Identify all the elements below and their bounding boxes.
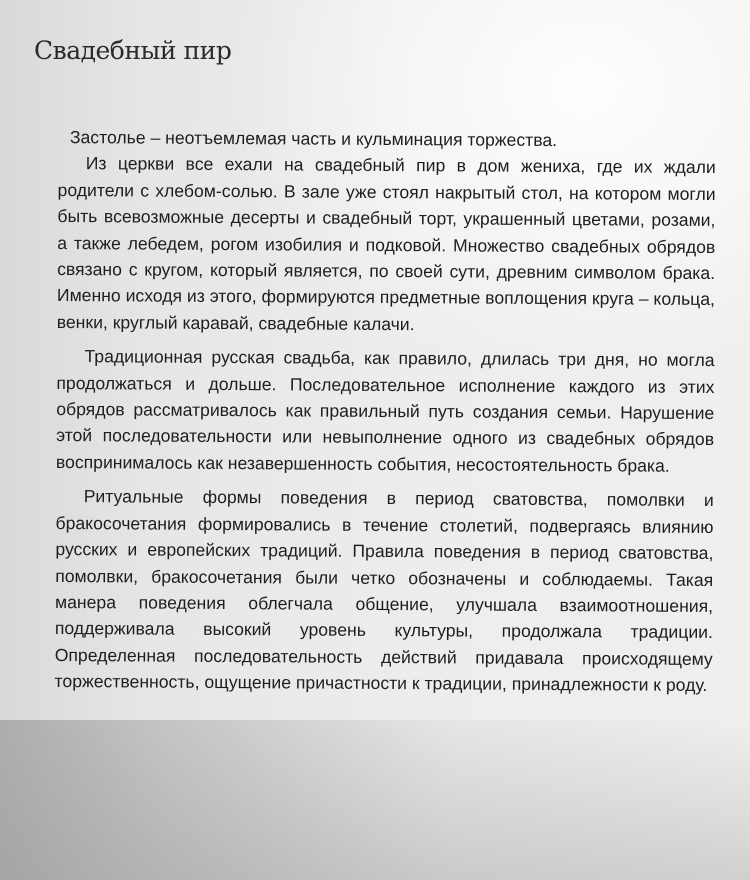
paragraph-rituals: Ритуальные формы поведения в период сватовства, помолвки и бракосочетания формировались в течение столетий, подвергаясь влиянию русских и европейских традиций. Правила поведения в период сватовства, помолвки, бракосочетания были четко обозначены и соблюдаемы. Такая манера поведения облегчала общение, улучшала взаимоотношения, поддерживала высокий уровень культуры, продолжала традиции. Определенная последовательность действий придавала происходящему торжественность, ощущение причастности к традиции, принадлежности к роду. <box>54 486 714 696</box>
body-text <box>55 124 716 699</box>
paragraph-feast: Из церкви все ехали на свадебный пир в дом жениха, где их ждали родители с хлебом-солью. В зале уже стоял накрытый стол, на котором могли быть всевозможные десерты и свадебный торт, украшенный цветами, розами, а также лебедем, рогом изобилия и подковой. Множество свадебных обрядов связано с кругом, который является, по своей сути, древним символом брака. Именно исходя из этого, формируются предметные воплощения круга – кольца, венки, круглый каравай, свадебные калачи. <box>56 153 716 335</box>
paragraph-traditions: Традиционная русская свадьба, как правило, длилась три дня, но могла продолжаться и дольше. Последовательное исполнение каждого из этих обрядов рассматривалось как правильный путь создания семьи. Нарушение этой последовательности или невыполнение одного из свадебных обрядов воспринималось как незавершенность события, несостоятельность брака. <box>55 346 715 476</box>
photo-shading <box>0 720 750 880</box>
paragraph-intro: Застолье – неотъемлемая часть и кульминация торжества. <box>69 127 558 151</box>
page-title: Свадебный пир <box>34 36 232 65</box>
